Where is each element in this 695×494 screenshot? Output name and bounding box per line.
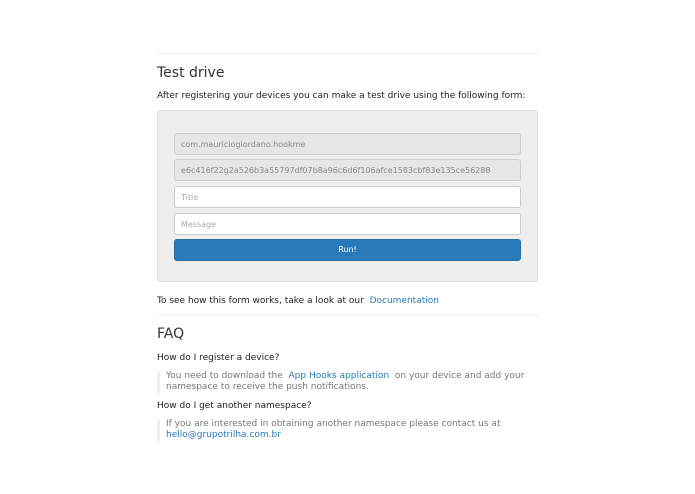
faq-answer-register-middle: on your device and add your namespace — [166, 371, 525, 392]
faq-question-register: How do I register a device? — [157, 353, 280, 363]
section-divider — [157, 315, 538, 316]
faq-title: FAQ — [157, 326, 185, 342]
app-hooks-link[interactable]: App Hooks application — [288, 371, 390, 381]
documentation-line — [157, 295, 439, 307]
faq-answer-register-suffix: to receive the push notifications. — [220, 382, 369, 392]
documentation-link[interactable]: Documentation — [369, 296, 439, 306]
namespace-field[interactable] — [174, 133, 521, 155]
top-divider — [157, 53, 538, 54]
faq-answer-register — [157, 371, 538, 393]
faq-question-namespace: How do I get another namespace? — [157, 401, 312, 411]
message-input[interactable] — [174, 213, 521, 235]
test-drive-form — [157, 110, 538, 282]
documentation-prefix: To see how this form works, take a look at our — [157, 296, 364, 306]
test-drive-title: Test drive — [157, 65, 225, 81]
device-token-field[interactable] — [174, 159, 521, 181]
faq-answer-namespace-prefix: If you are interested in obtaining another namespace please contact us at — [166, 419, 501, 429]
test-drive-intro: After registering your devices you can make a test drive using the following form: — [157, 91, 526, 101]
faq-answer-namespace — [157, 419, 538, 441]
contact-email-link[interactable]: hello@grupotrilha.com.br — [166, 430, 281, 440]
run-button[interactable]: Run! — [174, 239, 521, 261]
faq-answer-register-prefix: You need to download the — [166, 371, 283, 381]
title-input[interactable] — [174, 186, 521, 208]
